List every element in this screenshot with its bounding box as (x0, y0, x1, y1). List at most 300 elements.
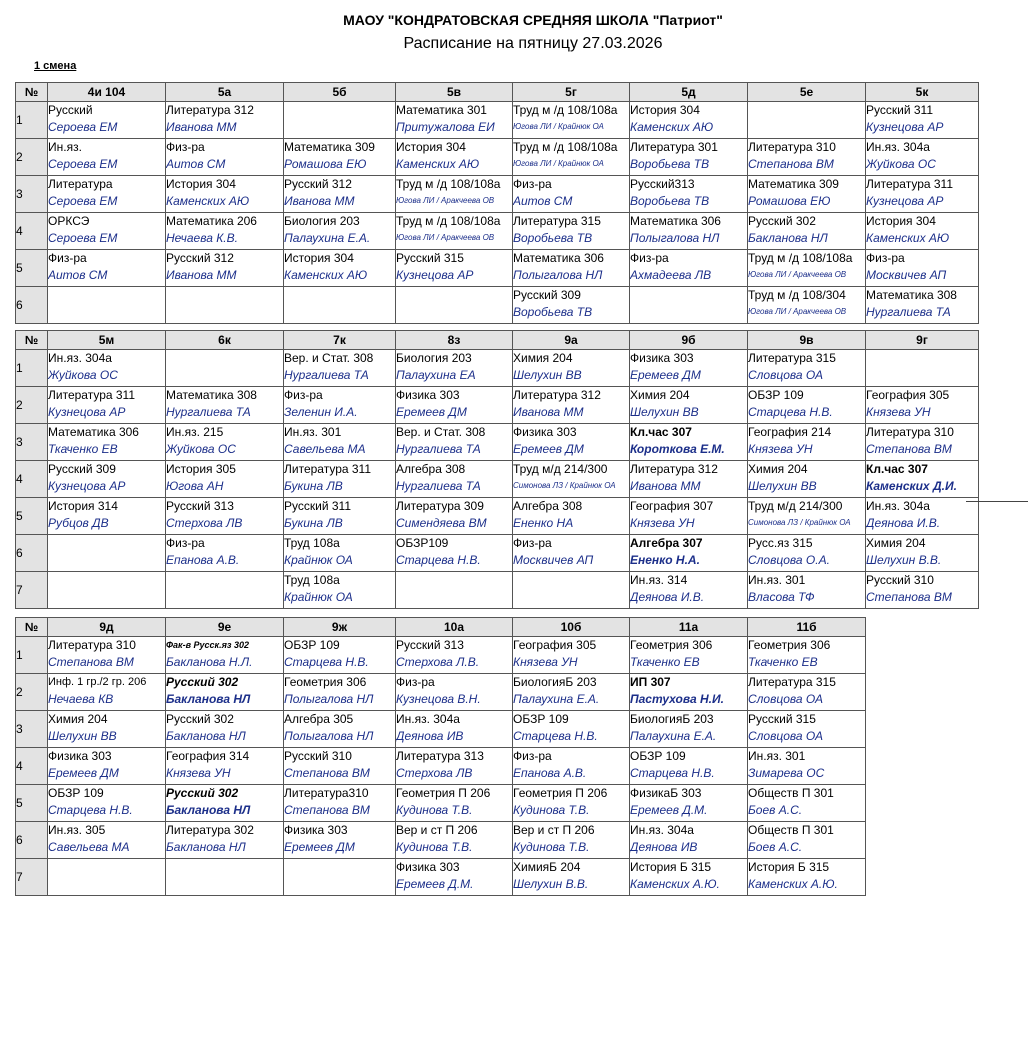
teacher-name: Нургалиева ТА (166, 405, 251, 419)
subject-room: Математика 306 (513, 251, 604, 265)
teacher-name: Бакланова НЛ (166, 692, 251, 706)
teacher-name: Савельева МА (284, 442, 366, 456)
subject-room (284, 102, 395, 119)
teacher-name: Полыгалова НЛ (513, 268, 603, 282)
teacher-name: Деянова И.В. (866, 516, 941, 530)
subject-room: Труд м /д 108/108а (748, 251, 853, 265)
teacher-name: Палаухина ЕА (396, 368, 476, 382)
teacher-name: Букина ЛВ (284, 516, 343, 530)
lesson-row (16, 859, 866, 896)
lesson-cell (48, 748, 166, 785)
subject-room: Алгебра 308 (396, 462, 466, 476)
subject-room: ФизикаБ 303 (630, 786, 702, 800)
lesson-cell (396, 785, 513, 822)
lesson-cell (166, 785, 284, 822)
subject-room: Кл.час 307 (630, 425, 692, 439)
lesson-cell (284, 572, 396, 609)
teacher-name: Каменских АЮ (166, 194, 250, 208)
lesson-cell (396, 711, 513, 748)
lesson-number: 5 (16, 785, 48, 822)
lesson-cell (48, 213, 166, 250)
teacher-name: Сероева ЕМ (48, 157, 118, 171)
teacher-name: Еремеев ДМ (396, 405, 467, 419)
teacher-name: Воробьева ТВ (630, 194, 710, 208)
lesson-cell (396, 102, 513, 139)
subject-room: Русский 311 (284, 499, 351, 513)
subject-room: Математика 308 (166, 388, 257, 402)
class-header: 8з (396, 331, 513, 350)
subject-room: Физика 303 (396, 860, 460, 874)
lesson-row (16, 139, 979, 176)
lesson-cell (166, 287, 284, 324)
teacher-name: Шелухин ВВ (630, 405, 699, 419)
lesson-cell (748, 461, 866, 498)
subject-room (166, 859, 283, 876)
subject-room: История 304 (866, 214, 936, 228)
teacher-name: Старцева Н.В. (748, 405, 833, 419)
subject-room: БиологияБ 203 (630, 712, 714, 726)
lesson-number: 7 (16, 859, 48, 896)
teacher-name: Короткова Е.М. (630, 442, 725, 456)
class-header: 10б (513, 618, 630, 637)
lesson-cell (748, 176, 866, 213)
teacher-name: Степанова ВМ (48, 655, 134, 669)
lesson-cell (866, 139, 979, 176)
class-header: 5д (630, 83, 748, 102)
lesson-cell (166, 387, 284, 424)
subject-room: История 314 (48, 499, 118, 513)
class-header: 9б (630, 331, 748, 350)
lesson-cell (513, 250, 630, 287)
teacher-name: Москвичев АП (866, 268, 947, 282)
lesson-cell (630, 711, 748, 748)
subject-room: Геометрия 306 (630, 638, 713, 652)
lesson-cell (396, 250, 513, 287)
teacher-name: Рубцов ДВ (48, 516, 109, 530)
lesson-row (16, 535, 979, 572)
teacher-name: Степанова ВМ (284, 803, 370, 817)
lesson-cell (630, 387, 748, 424)
subject-room: Вер и ст П 206 (513, 823, 595, 837)
lesson-number: 1 (16, 637, 48, 674)
lesson-cell (48, 387, 166, 424)
subject-room: Математика 301 (396, 103, 487, 117)
subject-room: ИП 307 (630, 675, 671, 689)
lesson-cell (396, 213, 513, 250)
teacher-name: Словцова ОА (748, 692, 823, 706)
subject-room: Ин.яз. 215 (166, 425, 224, 439)
lesson-cell (630, 350, 748, 387)
teacher-name: Каменских АЮ (630, 120, 714, 134)
lesson-cell (284, 822, 396, 859)
class-header: 4и 104 (48, 83, 166, 102)
lesson-cell (866, 424, 979, 461)
teacher-name: Иванова ММ (513, 405, 584, 419)
teacher-name: Бакланова НЛ (166, 803, 251, 817)
teacher-name: Нечаева К.В. (166, 231, 238, 245)
lesson-cell (284, 387, 396, 424)
lesson-cell (513, 424, 630, 461)
lesson-cell (513, 785, 630, 822)
lesson-cell (166, 350, 284, 387)
teacher-name: Степанова ВМ (284, 766, 370, 780)
lesson-cell (630, 498, 748, 535)
subject-room: Геометрия П 206 (396, 786, 491, 800)
lesson-cell (48, 637, 166, 674)
lesson-cell (166, 213, 284, 250)
subject-room: Физ-ра (513, 177, 552, 191)
subject-room: Физика 303 (284, 823, 348, 837)
subject-room: Труд м /д 108/108а (396, 214, 501, 228)
lesson-cell (513, 674, 630, 711)
subject-room: Русский 310 (284, 749, 352, 763)
subject-room: Физ-ра (513, 536, 552, 550)
lesson-cell (630, 822, 748, 859)
subject-room: Ин.яз. 301 (748, 749, 806, 763)
teacher-name: Епанова А.В. (513, 766, 587, 780)
teacher-name: Шелухин ВВ (513, 368, 582, 382)
teacher-name: Сероева ЕМ (48, 194, 118, 208)
subject-room: История 304 (166, 177, 236, 191)
lesson-cell (284, 424, 396, 461)
subject-room: БиологияБ 203 (513, 675, 597, 689)
teacher-name: Притужалова ЕИ (396, 120, 495, 134)
lesson-cell (166, 674, 284, 711)
lesson-cell (866, 350, 979, 387)
lesson-cell (866, 287, 979, 324)
subject-room: Биология 203 (396, 351, 472, 365)
subject-room: Ин.яз. 304а (48, 351, 112, 365)
subject-room: Русский 310 (866, 573, 934, 587)
lesson-cell (630, 102, 748, 139)
subject-room: Ин.яз. 304а (630, 823, 694, 837)
subject-room: Литература 315 (748, 675, 836, 689)
subject-room: Фак-в Русск.яз 302 (166, 640, 250, 650)
teacher-name: Аитов СМ (48, 268, 108, 282)
teacher-name: Кудинова Т.В. (396, 803, 473, 817)
subject-room: Физика 303 (630, 351, 694, 365)
lesson-cell (396, 387, 513, 424)
teacher-name: Нургалиева ТА (284, 368, 369, 382)
teacher-name: Аитов СМ (166, 157, 226, 171)
lesson-number: 3 (16, 176, 48, 213)
subject-room: Труд 108а (284, 536, 340, 550)
teacher-name: Кудинова Т.В. (513, 840, 590, 854)
subject-room: География 305 (866, 388, 950, 402)
teacher-name: Полыгалова НЛ (284, 692, 374, 706)
subject-room: Вер и ст П 206 (396, 823, 478, 837)
teacher-name: Ромашова ЕЮ (284, 157, 367, 171)
subject-room: Ин.яз. 304а (866, 140, 930, 154)
lesson-cell (866, 535, 979, 572)
lesson-row (16, 711, 866, 748)
teacher-name: Иванова ММ (284, 194, 355, 208)
lesson-cell (748, 498, 866, 535)
subject-room (166, 350, 283, 367)
subject-room: Химия 204 (513, 351, 573, 365)
subject-room (48, 859, 165, 876)
lesson-cell (513, 139, 630, 176)
lesson-row (16, 350, 979, 387)
teacher-name: Князева УН (748, 442, 813, 456)
subject-room: Вер. и Стат. 308 (284, 351, 374, 365)
lesson-cell (284, 139, 396, 176)
num-header: № (16, 618, 48, 637)
lesson-number: 4 (16, 213, 48, 250)
teacher-name: Еремеев ДМ (284, 840, 355, 854)
class-header: 5е (748, 83, 866, 102)
teacher-name: Нургалиева ТА (866, 305, 951, 319)
subject-room: Ин.яз. 305 (48, 823, 106, 837)
lesson-cell (513, 287, 630, 324)
lesson-cell (396, 350, 513, 387)
subject-room: Труд м /д 108/304 (748, 288, 846, 302)
subject-room: Геометрия 306 (748, 638, 831, 652)
class-header: 5б (284, 83, 396, 102)
teacher-name: Ткаченко ЕВ (48, 442, 118, 456)
schedule-subtitle: Расписание на пятницу 27.03.2026 (403, 35, 663, 52)
subject-room: ОБЗР 109 (748, 388, 804, 402)
subject-room: Русс.яз 315 (748, 536, 813, 550)
lesson-cell (630, 139, 748, 176)
subject-room: Литература 311 (866, 177, 954, 191)
teacher-name: Каменских АЮ (866, 231, 950, 245)
lesson-cell (748, 785, 866, 822)
subject-room: География 314 (166, 749, 250, 763)
lesson-row (16, 572, 979, 609)
subject-room (396, 287, 512, 304)
teacher-name: Югова ЛИ / Крайнюк ОА (513, 159, 604, 168)
subject-room: Ин.яз. 314 (630, 573, 688, 587)
teacher-name: Старцева Н.В. (396, 553, 481, 567)
lesson-cell (284, 461, 396, 498)
teacher-name: Полыгалова НЛ (284, 729, 374, 743)
subject-room: Русский 315 (748, 712, 816, 726)
teacher-name: Воробьева ТВ (513, 231, 593, 245)
subject-room (48, 572, 165, 589)
lesson-row (16, 637, 866, 674)
lesson-cell (866, 387, 979, 424)
lesson-cell (630, 535, 748, 572)
teacher-name: Князева УН (166, 766, 231, 780)
lesson-cell (166, 250, 284, 287)
subject-room: Литература 310 (748, 140, 836, 154)
teacher-name: Иванова ММ (166, 120, 237, 134)
lesson-cell (513, 350, 630, 387)
subject-room: Труд 108а (284, 573, 340, 587)
lesson-cell (866, 176, 979, 213)
subject-room: ОБЗР 109 (284, 638, 340, 652)
lesson-cell (396, 859, 513, 896)
lesson-number: 2 (16, 387, 48, 424)
lesson-cell (630, 572, 748, 609)
teacher-name: Пастухова Н.И. (630, 692, 724, 706)
class-header: 9а (513, 331, 630, 350)
subject-room: Русский 313 (166, 499, 234, 513)
subject-room: Ин.яз. 301 (284, 425, 342, 439)
teacher-name: Полыгалова НЛ (630, 231, 720, 245)
subject-room: Химия 204 (630, 388, 690, 402)
subject-room: География 305 (513, 638, 597, 652)
lesson-cell (284, 176, 396, 213)
teacher-name: Ткаченко ЕВ (630, 655, 700, 669)
subject-room: Ин.яз. (48, 140, 82, 154)
lesson-cell (396, 674, 513, 711)
class-header: 11а (630, 618, 748, 637)
teacher-name: Нургалиева ТА (396, 479, 481, 493)
lesson-cell (166, 535, 284, 572)
teacher-name: Князева УН (513, 655, 578, 669)
lesson-number: 3 (16, 424, 48, 461)
teacher-name: Каменских АЮ (284, 268, 368, 282)
lesson-number: 6 (16, 287, 48, 324)
lesson-cell (48, 176, 166, 213)
teacher-name: Крайнюк ОА (284, 590, 353, 604)
num-header: № (16, 83, 48, 102)
subject-room: Труд м /д 108/108а (513, 140, 618, 154)
lesson-number: 6 (16, 822, 48, 859)
lesson-cell (166, 711, 284, 748)
lesson-cell (284, 350, 396, 387)
lesson-cell (866, 461, 979, 498)
lesson-cell (866, 572, 979, 609)
subject-room (748, 102, 865, 119)
lesson-cell (48, 674, 166, 711)
lesson-row (16, 287, 979, 324)
lesson-cell (748, 102, 866, 139)
lesson-cell (513, 498, 630, 535)
teacher-name: Иванова ММ (166, 268, 237, 282)
lesson-cell (48, 535, 166, 572)
subject-room: ОРКСЭ (48, 214, 90, 228)
teacher-name: Словцова ОА (748, 729, 823, 743)
subject-room: Химия 204 (48, 712, 108, 726)
class-header: 11б (748, 618, 866, 637)
teacher-name: Югова ЛИ / Аракчеева ОВ (396, 233, 495, 242)
lesson-cell (396, 498, 513, 535)
teacher-name: Словцова ОА (748, 368, 823, 382)
subject-room: История 304 (630, 103, 700, 117)
subject-room: История 304 (396, 140, 466, 154)
subject-room: ОБЗР109 (396, 536, 449, 550)
teacher-name: Югова ЛИ / Аракчеева ОВ (748, 307, 847, 316)
subject-room: Литература 311 (284, 462, 372, 476)
teacher-name: Шелухин ВВ (748, 479, 817, 493)
teacher-name: Бакланова НЛ (748, 231, 828, 245)
subject-room: Русский 312 (284, 177, 352, 191)
subject-room: Литература 315 (513, 214, 601, 228)
lesson-cell (748, 822, 866, 859)
lesson-cell (48, 498, 166, 535)
lesson-cell (284, 102, 396, 139)
lesson-cell (396, 637, 513, 674)
subject-room: Литература310 (284, 786, 369, 800)
lesson-cell (748, 711, 866, 748)
class-header: 5г (513, 83, 630, 102)
subject-room: Математика 306 (630, 214, 721, 228)
subject-room: Русский 309 (513, 288, 581, 302)
teacher-name: Иванова ММ (630, 479, 701, 493)
teacher-name: Крайнюк ОА (284, 553, 353, 567)
lesson-cell (748, 250, 866, 287)
teacher-name: Бакланова НЛ (166, 729, 246, 743)
subject-room: Русский 302 (166, 675, 239, 689)
teacher-name: Зимарева ОС (748, 766, 825, 780)
teacher-name: Шелухин В.В. (866, 553, 942, 567)
lesson-cell (48, 461, 166, 498)
lesson-cell (166, 102, 284, 139)
lesson-cell (48, 424, 166, 461)
lesson-cell (166, 822, 284, 859)
class-header: 9ж (284, 618, 396, 637)
teacher-name: Симонова ЛЗ / Крайнюк ОА (513, 481, 616, 490)
teacher-name: Степанова ВМ (866, 590, 952, 604)
subject-room: Инф. 1 гр./2 гр. 206 (48, 676, 147, 688)
teacher-name: Еремеев ДМ (630, 368, 701, 382)
lesson-cell (396, 424, 513, 461)
subject-room: Литература 301 (630, 140, 718, 154)
lesson-number: 3 (16, 711, 48, 748)
subject-room: Алгебра 308 (513, 499, 583, 513)
subject-room: Вер. и Стат. 308 (396, 425, 486, 439)
subject-room: Труд м/д 214/300 (748, 499, 843, 513)
subject-room: Физика 303 (48, 749, 112, 763)
subject-room: Геометрия П 206 (513, 786, 608, 800)
class-header: 10а (396, 618, 513, 637)
lesson-row (16, 461, 979, 498)
lesson-cell (748, 637, 866, 674)
lesson-cell (866, 213, 979, 250)
lesson-row (16, 748, 866, 785)
teacher-name: Еремеев ДМ (513, 442, 584, 456)
subject-room: Физ-ра (866, 251, 905, 265)
subject-room (48, 287, 165, 304)
lesson-cell (748, 387, 866, 424)
teacher-name: Старцева Н.В. (48, 803, 133, 817)
subject-room: История Б 315 (630, 860, 712, 874)
class-header: 5м (48, 331, 166, 350)
lesson-cell (866, 498, 979, 535)
lesson-cell (513, 387, 630, 424)
lesson-cell (396, 748, 513, 785)
lesson-row (16, 387, 979, 424)
teacher-name: Шелухин В.В. (513, 877, 589, 891)
subject-room: Литература 312 (630, 462, 718, 476)
subject-room: Литература 309 (396, 499, 484, 513)
lesson-cell (748, 350, 866, 387)
lesson-cell (630, 674, 748, 711)
subject-room: Литература 302 (166, 823, 254, 837)
subject-room: Физ-ра (396, 675, 435, 689)
schedule-block-1 (15, 82, 979, 324)
lesson-cell (513, 822, 630, 859)
subject-room: История 304 (284, 251, 354, 265)
teacher-name: Князева УН (866, 405, 931, 419)
stray-line (966, 501, 1028, 502)
lesson-row (16, 250, 979, 287)
lesson-cell (284, 748, 396, 785)
lesson-cell (513, 859, 630, 896)
subject-room: Математика 309 (284, 140, 375, 154)
teacher-name: Стерхова ЛВ (166, 516, 243, 530)
lesson-cell (630, 859, 748, 896)
lesson-row (16, 213, 979, 250)
subject-room: Биология 203 (284, 214, 360, 228)
subject-room: Русский 302 (748, 214, 816, 228)
header-row (16, 83, 979, 102)
lesson-number: 5 (16, 250, 48, 287)
lesson-cell (630, 287, 748, 324)
